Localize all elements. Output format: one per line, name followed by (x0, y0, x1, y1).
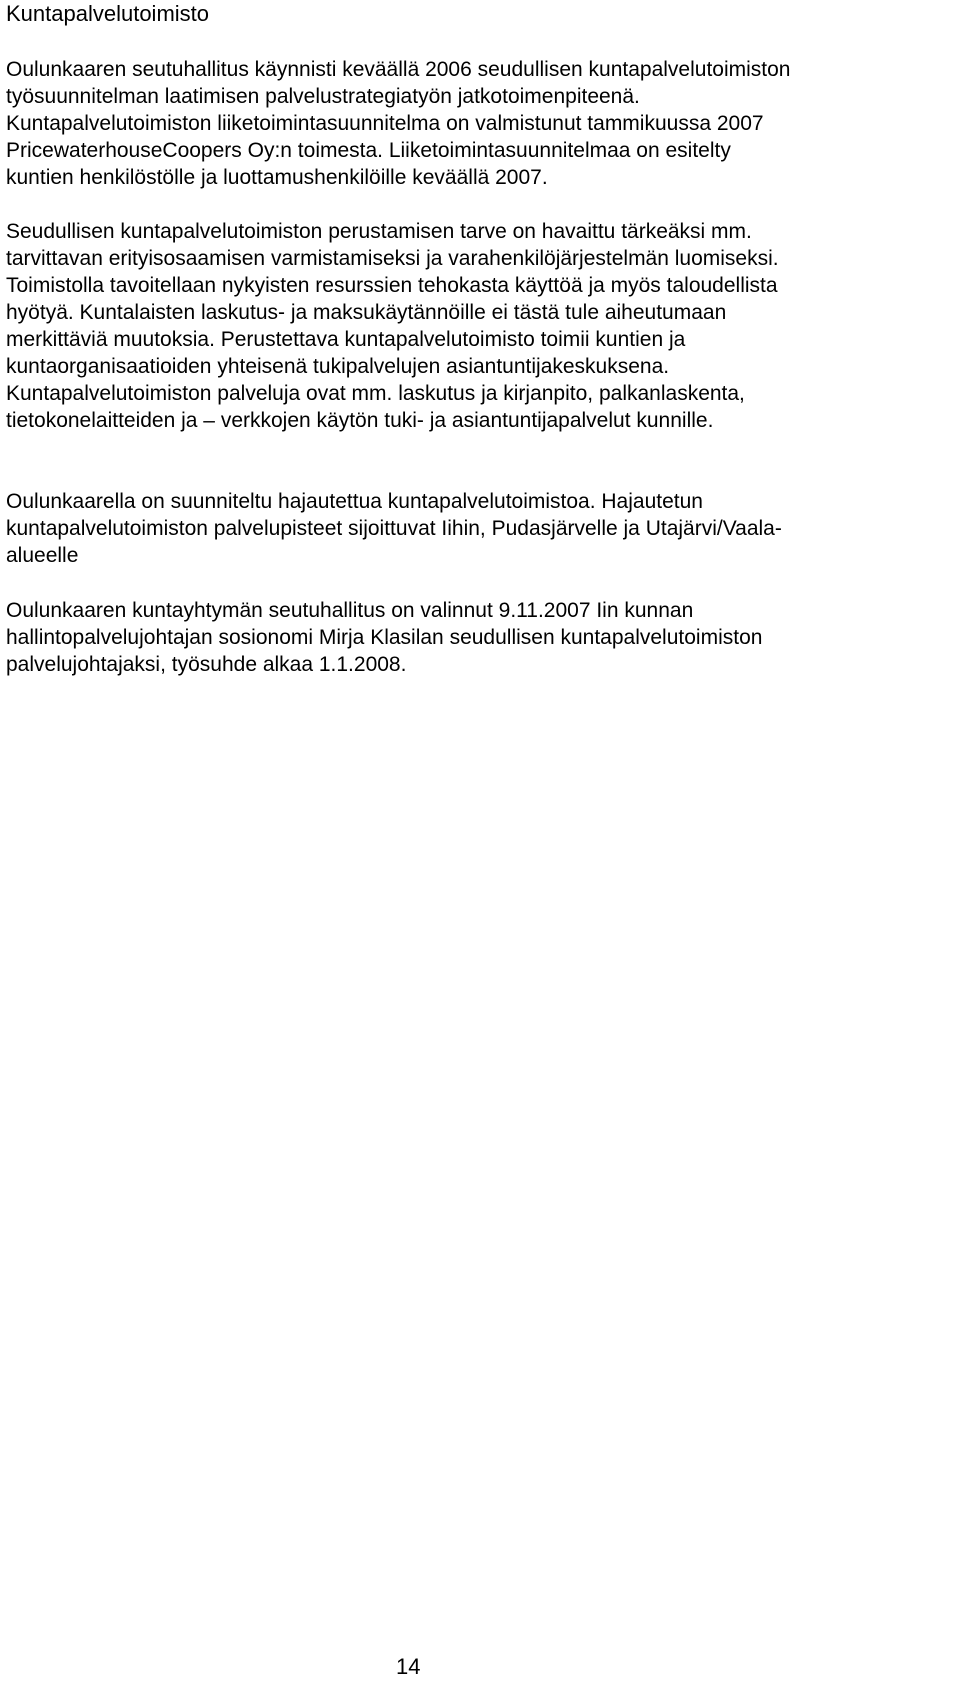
paragraph-line: hallintopalvelujohtajan sosionomi Mirja Klasilan seudullisen kuntapalvelutoimiston (6, 626, 763, 649)
paragraph-line: kuntien henkilöstölle ja luottamushenkilöille keväällä 2007. (6, 166, 548, 189)
page-number: 14 (396, 1654, 421, 1679)
paragraph-line: Oulunkaaren seutuhallitus käynnisti keväällä 2006 seudullisen kuntapalvelutoimiston (6, 58, 791, 81)
paragraph-2 (6, 218, 946, 434)
paragraph-4 (6, 597, 946, 678)
paragraph-line: työsuunnitelman laatimisen palvelustrategiatyön jatkotoimenpiteenä. (6, 85, 640, 108)
paragraph-3 (6, 488, 946, 569)
paragraph-line: Oulunkaarella on suunniteltu hajautettua kuntapalvelutoimistoa. Hajautetun (6, 490, 703, 513)
document-title: Kuntapalvelutoimisto (6, 1, 210, 26)
paragraph-line: kuntapalvelutoimiston palvelupisteet sijoittuvat Iihin, Pudasjärvelle ja Utajärvi/Vaala- (6, 517, 782, 540)
paragraph-line: tietokonelaitteiden ja – verkkojen käytön tuki- ja asiantuntijapalvelut kunnille. (6, 409, 714, 432)
paragraph-line: palvelujohtajaksi, työsuhde alkaa 1.1.2008. (6, 653, 407, 676)
paragraph-line: Seudullisen kuntapalvelutoimiston perustamisen tarve on havaittu tärkeäksi mm. (6, 220, 752, 243)
paragraph-line: hyötyä. Kuntalaisten laskutus- ja maksukäytännöille ei tästä tule aiheutumaan (6, 301, 727, 324)
paragraph-1 (6, 56, 946, 191)
paragraph-line: tarvittavan erityisosaamisen varmistamiseksi ja varahenkilöjärjestelmän luomiseksi. (6, 247, 779, 270)
paragraph-line: Toimistolla tavoitellaan nykyisten resurssien tehokasta käyttöä ja myös taloudellista (6, 274, 778, 297)
paragraph-line: PricewaterhouseCoopers Oy:n toimesta. Liiketoimintasuunnitelmaa on esitelty (6, 139, 731, 162)
paragraph-line: Kuntapalvelutoimiston palveluja ovat mm. laskutus ja kirjanpito, palkanlaskenta, (6, 382, 745, 405)
paragraph-line: kuntaorganisaatioiden yhteisenä tukipalvelujen asiantuntijakeskuksena. (6, 355, 670, 378)
paragraph-line: merkittäviä muutoksia. Perustettava kuntapalvelutoimisto toimii kuntien ja (6, 328, 686, 351)
paragraph-line: Kuntapalvelutoimiston liiketoimintasuunnitelma on valmistunut tammikuussa 2007 (6, 112, 764, 135)
paragraph-line: alueelle (6, 544, 79, 567)
paragraph-line: Oulunkaaren kuntayhtymän seutuhallitus on valinnut 9.11.2007 Iin kunnan (6, 599, 694, 622)
